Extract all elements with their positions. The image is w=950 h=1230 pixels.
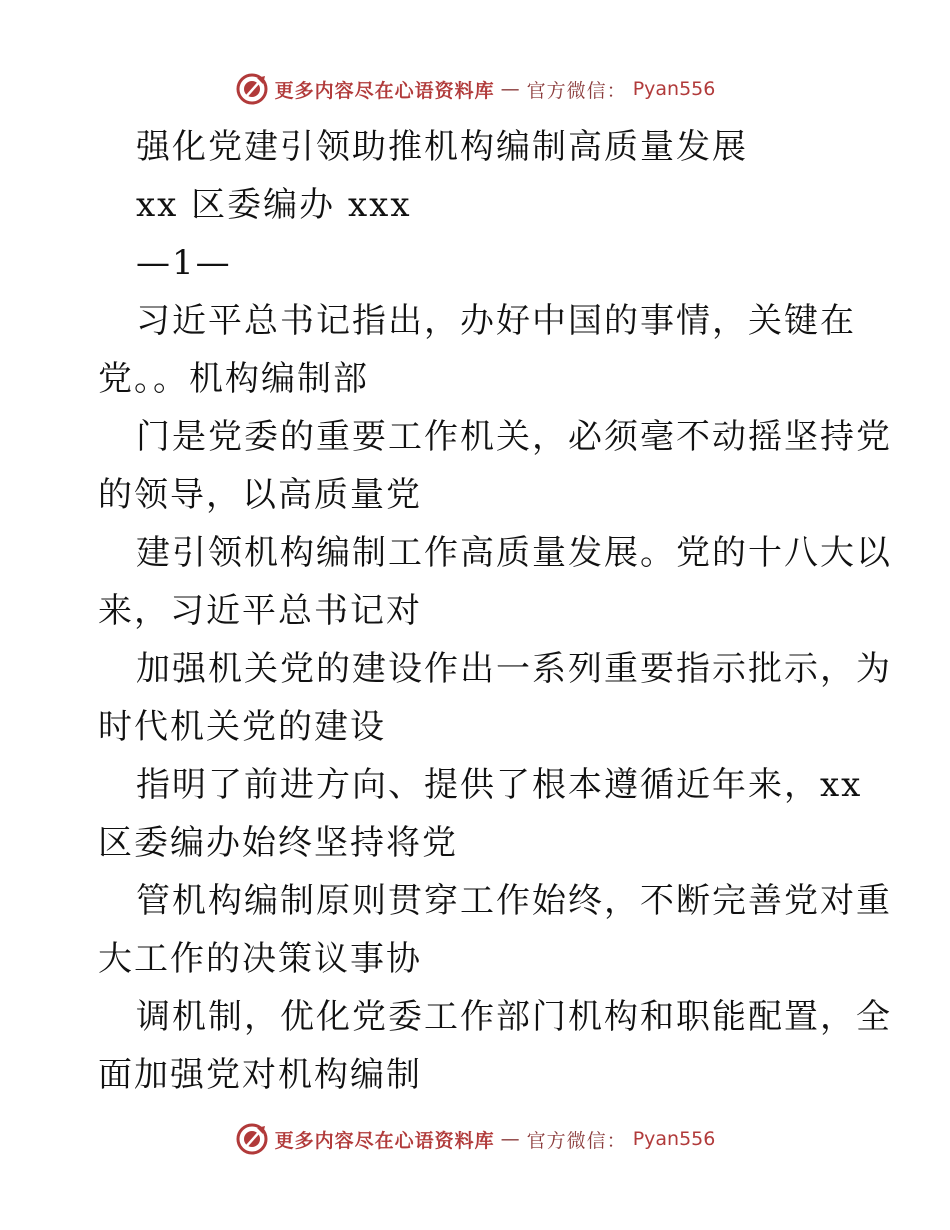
body-line: 来，习近平总书记对 [98, 591, 422, 631]
watermark-wechat-label: 官方微信： [526, 79, 627, 102]
watermark-wechat-id: Pyan556 [632, 78, 716, 100]
header-watermark [0, 72, 950, 106]
body-line: 门是党委的重要工作机关，必须毫不动摇坚持党 [136, 417, 892, 457]
body-line: 指明了前进方向、提供了根本遵循近年来，xx [136, 765, 863, 805]
body-line: 管机构编制原则贯穿工作始终，不断完善党对重 [136, 881, 892, 921]
body-line: 大工作的决策议事协 [98, 939, 422, 979]
section-number: —1— [136, 243, 232, 283]
body-line: 时代机关党的建设 [98, 707, 386, 747]
watermark-dash: — [500, 1128, 521, 1150]
body-line: 调机制，优化党委工作部门机构和职能配置，全 [136, 997, 892, 1037]
footer-watermark [0, 1122, 950, 1156]
quill-logo-icon [235, 72, 269, 106]
body-line: 党。。机构编制部 [98, 359, 369, 399]
watermark-wechat-id: Pyan556 [632, 1128, 716, 1150]
body-line: 建引领机构编制工作高质量发展。党的十八大以 [136, 533, 892, 573]
body-line: 面加强党对机构编制 [98, 1055, 422, 1095]
quill-logo-icon [235, 1122, 269, 1156]
document-title: 强化党建引领助推机构编制高质量发展 [136, 127, 748, 167]
body-line: 区委编办始终坚持将党 [98, 823, 458, 863]
body-line: 的领导，以高质量党 [98, 475, 422, 515]
watermark-dash: — [500, 78, 521, 100]
watermark-site-text: 更多内容尽在心语资料库 [274, 79, 495, 102]
document-author: xx 区委编办 xxx [136, 185, 412, 225]
body-line: 习近平总书记指出，办好中国的事情，关键在 [136, 301, 856, 341]
watermark-site-text: 更多内容尽在心语资料库 [274, 1129, 495, 1152]
document-body [98, 118, 892, 1104]
body-line: 加强机关党的建设作出一系列重要指示批示，为 [136, 649, 892, 689]
watermark-wechat-label: 官方微信： [526, 1129, 627, 1152]
